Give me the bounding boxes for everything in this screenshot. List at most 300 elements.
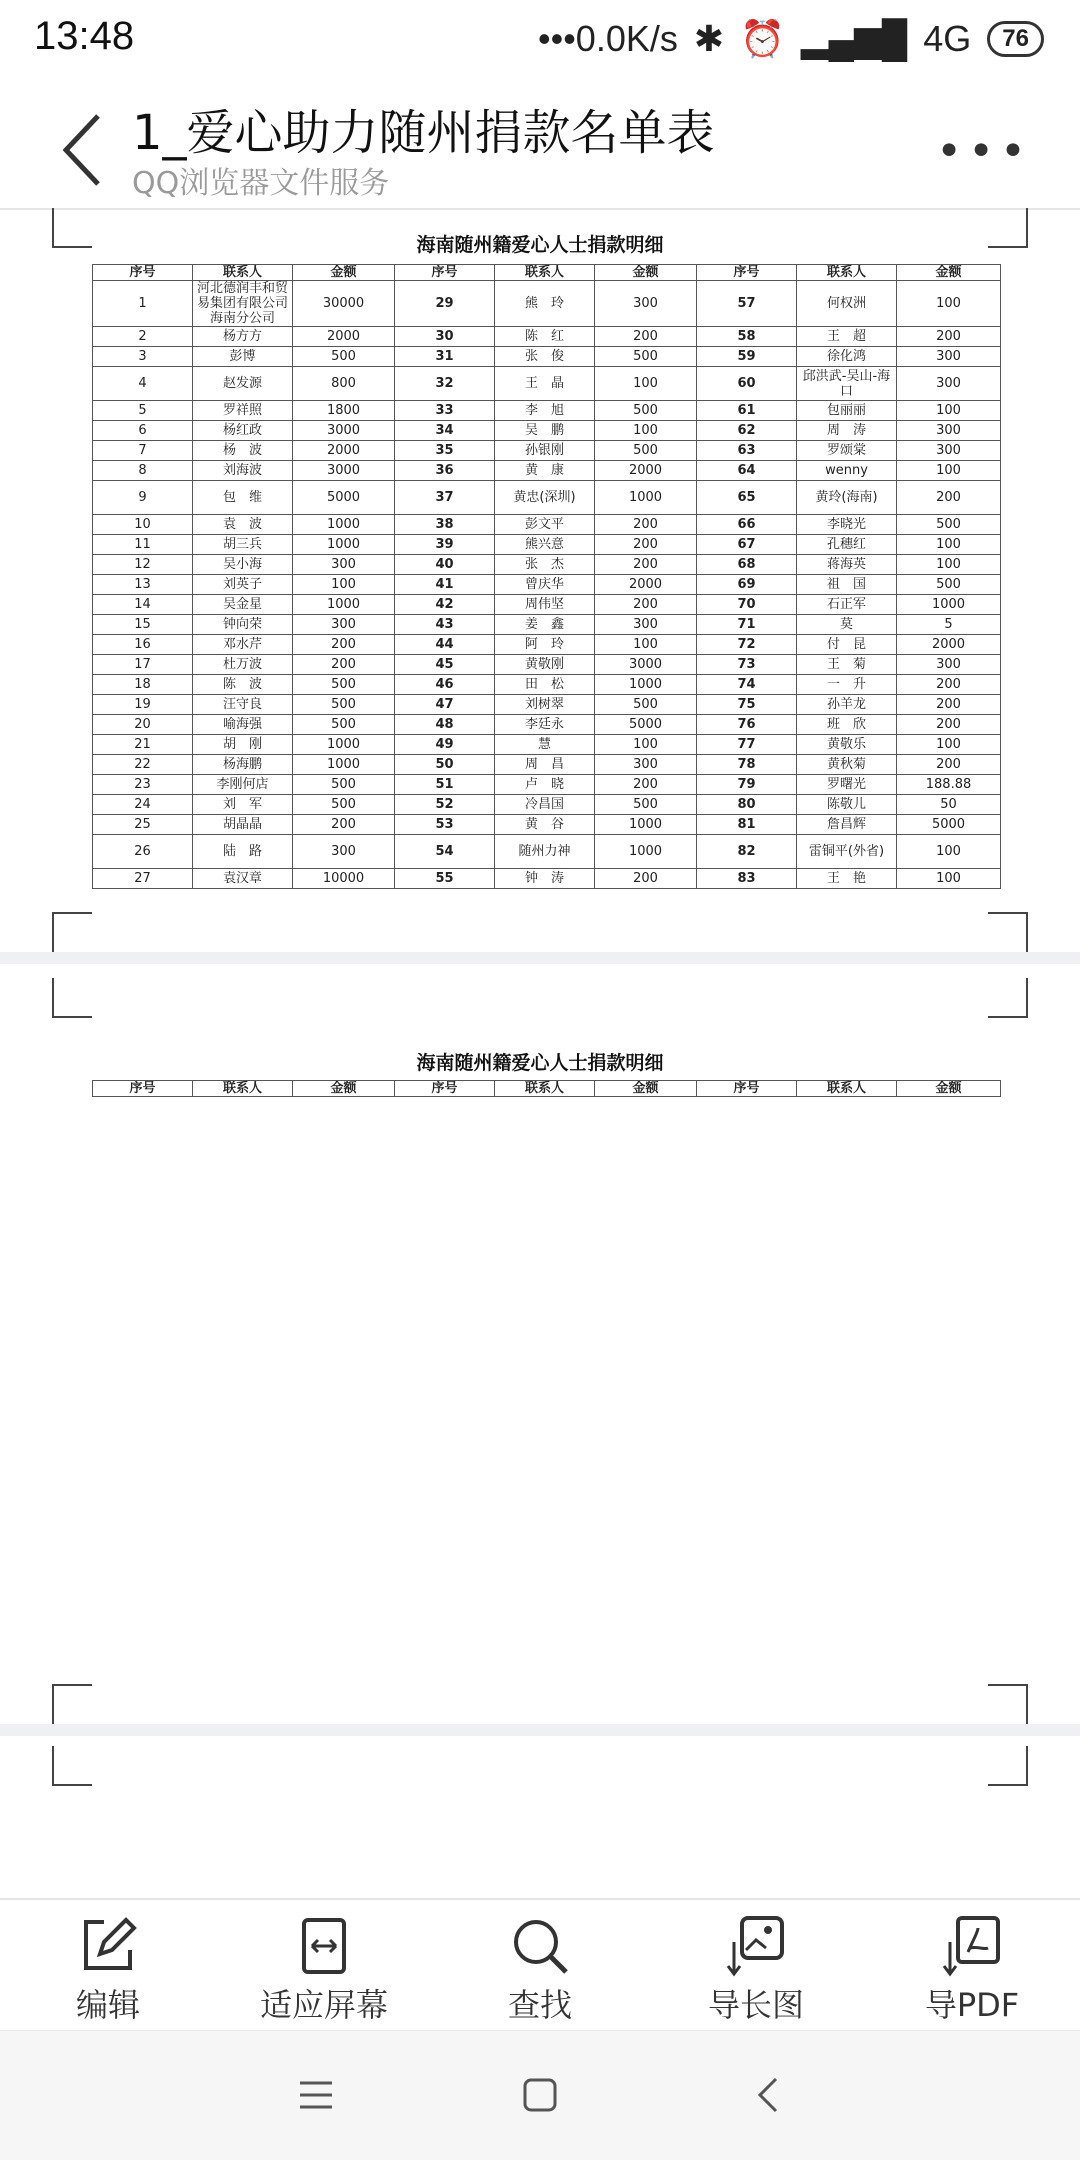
table-cell: 79 (697, 775, 797, 795)
table-cell: 200 (293, 635, 395, 655)
table-cell: 300 (897, 421, 1001, 441)
table-cell: 58 (697, 327, 797, 347)
export-long-image-button[interactable] (648, 1900, 864, 2030)
column-header: 序号 (93, 1081, 193, 1097)
table-row (93, 675, 1001, 695)
menu-icon[interactable] (298, 2079, 334, 2111)
table-cell: 100 (897, 869, 1001, 889)
table-cell: 100 (897, 835, 1001, 869)
table-cell: 1 (93, 281, 193, 327)
table-cell: 孙银刚 (495, 441, 595, 461)
table-cell: 23 (93, 775, 193, 795)
table-cell: 52 (395, 795, 495, 815)
table-row (93, 441, 1001, 461)
table-cell: 周 昌 (495, 755, 595, 775)
table-cell: 1000 (897, 595, 1001, 615)
table-cell: 赵发源 (193, 367, 293, 401)
table-cell: 33 (395, 401, 495, 421)
table-cell: 74 (697, 675, 797, 695)
find-button[interactable] (432, 1900, 648, 2030)
table-cell: 阿 玲 (495, 635, 595, 655)
export-long-image-label: 导长图 (707, 1986, 804, 2024)
table-cell: 83 (697, 869, 797, 889)
table-cell: 付 昆 (797, 635, 897, 655)
column-header: 序号 (395, 1081, 495, 1097)
table-cell: 陈 红 (495, 327, 595, 347)
table-cell: 5000 (897, 815, 1001, 835)
donation-table-1 (92, 264, 1001, 889)
doc-page-1 (0, 210, 1080, 952)
page-subtitle: QQ浏览器文件服务 (132, 166, 390, 201)
table-cell: 200 (897, 481, 1001, 515)
table-cell: 100 (897, 735, 1001, 755)
table-cell: 9 (93, 481, 193, 515)
table-cell: 熊兴意 (495, 535, 595, 555)
table-cell: 包 维 (193, 481, 293, 515)
table-cell: 罗曙光 (797, 775, 897, 795)
more-menu-icon[interactable]: ••• (936, 126, 1032, 177)
table-cell: 42 (395, 595, 495, 615)
table-cell: 200 (595, 327, 697, 347)
table-cell: 李晓光 (797, 515, 897, 535)
table-cell: 500 (293, 347, 395, 367)
table-cell: 1000 (293, 535, 395, 555)
table-cell: 田 松 (495, 675, 595, 695)
table-cell: 杜万波 (193, 655, 293, 675)
home-icon[interactable] (522, 2077, 558, 2113)
doc-page-2 (0, 964, 1080, 1724)
table-cell: 63 (697, 441, 797, 461)
column-header: 序号 (93, 265, 193, 281)
table-cell: 5 (897, 615, 1001, 635)
table-cell: 100 (595, 421, 697, 441)
find-label: 查找 (507, 1986, 572, 2024)
table-cell: 67 (697, 535, 797, 555)
table-row (93, 535, 1001, 555)
table-cell: 陆 路 (193, 835, 293, 869)
table-cell: 73 (697, 655, 797, 675)
table-cell: 54 (395, 835, 495, 869)
table-cell: 陈 波 (193, 675, 293, 695)
table-cell: 祖 国 (797, 575, 897, 595)
table-cell: 100 (897, 535, 1001, 555)
table-cell: 张 杰 (495, 555, 595, 575)
table-cell: 3000 (595, 655, 697, 675)
column-header: 联系人 (193, 265, 293, 281)
alarm-icon: ⏰ (740, 18, 785, 59)
table-cell: 800 (293, 367, 395, 401)
table-cell: 200 (897, 695, 1001, 715)
table-cell: 35 (395, 441, 495, 461)
column-header: 序号 (395, 265, 495, 281)
table-cell: 36 (395, 461, 495, 481)
table-cell: 孙羊龙 (797, 695, 897, 715)
table-row (93, 615, 1001, 635)
table-cell: 68 (697, 555, 797, 575)
table-cell: 8 (93, 461, 193, 481)
table-cell: 300 (595, 755, 697, 775)
table-cell: 24 (93, 795, 193, 815)
table-cell: 19 (93, 695, 193, 715)
long-image-icon (724, 1914, 788, 1978)
table-cell: 200 (595, 515, 697, 535)
table-cell: 1000 (595, 481, 697, 515)
column-header: 联系人 (797, 1081, 897, 1097)
table-row (93, 555, 1001, 575)
table-cell: 64 (697, 461, 797, 481)
table-cell: 王 艳 (797, 869, 897, 889)
table-cell: 300 (897, 367, 1001, 401)
table-cell: 李 旭 (495, 401, 595, 421)
table-cell: 1000 (293, 735, 395, 755)
table-cell: 27 (93, 869, 193, 889)
table-row (93, 695, 1001, 715)
table-cell: 39 (395, 535, 495, 555)
table-cell: 61 (697, 401, 797, 421)
table-cell: 200 (293, 655, 395, 675)
edit-button[interactable] (0, 1900, 216, 2030)
table-cell: 500 (293, 775, 395, 795)
fit-screen-button[interactable] (216, 1900, 432, 2030)
table-cell: 1000 (293, 515, 395, 535)
column-header: 金额 (293, 265, 395, 281)
back-icon[interactable] (756, 2077, 780, 2113)
table-cell: 河北德润丰和贸易集团有限公司海南分公司 (193, 281, 293, 327)
table-cell: 2000 (293, 441, 395, 461)
table-cell: 蒋海英 (797, 555, 897, 575)
table-cell: 48 (395, 715, 495, 735)
table-cell: 53 (395, 815, 495, 835)
table-row (93, 347, 1001, 367)
table-cell: 詹昌辉 (797, 815, 897, 835)
table-row (93, 815, 1001, 835)
table-cell: 刘英子 (193, 575, 293, 595)
table-cell: 1800 (293, 401, 395, 421)
table-cell: 69 (697, 575, 797, 595)
table-row (93, 367, 1001, 401)
table-cell: 5000 (293, 481, 395, 515)
table-cell: 2000 (595, 461, 697, 481)
table-cell: 3 (93, 347, 193, 367)
table-cell: 杨 波 (193, 441, 293, 461)
table-cell: 65 (697, 481, 797, 515)
table-cell: 30 (395, 327, 495, 347)
table-cell: 43 (395, 615, 495, 635)
app-header (0, 80, 1080, 210)
table-cell: 2000 (595, 575, 697, 595)
table-cell: 45 (395, 655, 495, 675)
table-cell: 32 (395, 367, 495, 401)
table-cell: 300 (595, 615, 697, 635)
system-nav-bar (0, 2030, 1080, 2160)
table-cell: 3000 (293, 421, 395, 441)
table-cell: 44 (395, 635, 495, 655)
table-cell: 刘 军 (193, 795, 293, 815)
table-cell: 胡三兵 (193, 535, 293, 555)
table-cell: 石正军 (797, 595, 897, 615)
table-cell: 18 (93, 675, 193, 695)
table-cell: 500 (897, 515, 1001, 535)
fit-screen-label: 适应屏幕 (259, 1986, 388, 2024)
table-cell: 邱洪武-吴山-海口 (797, 367, 897, 401)
network-speed: •••0.0K/s (538, 18, 678, 59)
table-cell: 100 (897, 555, 1001, 575)
table-row (93, 281, 1001, 327)
table-cell: 100 (897, 281, 1001, 327)
table-cell: 喻海强 (193, 715, 293, 735)
table-cell: 吴 鹏 (495, 421, 595, 441)
table-cell: 60 (697, 367, 797, 401)
table-cell: 200 (595, 595, 697, 615)
table-cell: 62 (697, 421, 797, 441)
table-cell: 吴小海 (193, 555, 293, 575)
table-cell: 吴金星 (193, 595, 293, 615)
column-header: 金额 (595, 265, 697, 281)
table-row (93, 515, 1001, 535)
table-cell: 3000 (293, 461, 395, 481)
table-cell: 莫 (797, 615, 897, 635)
table-cell: 40 (395, 555, 495, 575)
fit-screen-icon (292, 1914, 356, 1978)
table-cell: 刘海波 (193, 461, 293, 481)
table-cell: 邓水芹 (193, 635, 293, 655)
status-bar (0, 0, 1080, 80)
table-cell: 100 (595, 367, 697, 401)
table-row (93, 327, 1001, 347)
table-cell: 刘树翠 (495, 695, 595, 715)
battery-icon: 76 (987, 21, 1044, 57)
table-cell: 500 (595, 695, 697, 715)
page-title: 1_爱心助力随州捐款名单表 (132, 105, 715, 161)
table-cell: 1000 (595, 815, 697, 835)
table-cell: 188.88 (897, 775, 1001, 795)
table-cell: 34 (395, 421, 495, 441)
table-cell: 2000 (897, 635, 1001, 655)
column-header: 金额 (293, 1081, 395, 1097)
table-cell: 1000 (595, 675, 697, 695)
table-cell: 200 (897, 327, 1001, 347)
table-cell: 30000 (293, 281, 395, 327)
bluetooth-icon: ✱ (693, 18, 725, 59)
table-cell: 21 (93, 735, 193, 755)
table-row (93, 735, 1001, 755)
table-cell: 曾庆华 (495, 575, 595, 595)
table-cell: 徐化鸿 (797, 347, 897, 367)
table-cell: 王 菊 (797, 655, 897, 675)
table-cell: 500 (595, 441, 697, 461)
export-pdf-label: 导PDF (924, 1986, 1020, 2024)
table-cell: 22 (93, 755, 193, 775)
table-cell: 雷铜平(外省) (797, 835, 897, 869)
table-cell: 周伟坚 (495, 595, 595, 615)
table-cell: 100 (595, 735, 697, 755)
table-cell: 200 (595, 775, 697, 795)
table-cell: 300 (897, 655, 1001, 675)
table-cell: 46 (395, 675, 495, 695)
table-row (93, 775, 1001, 795)
table-cell: 黄敬乐 (797, 735, 897, 755)
table-cell: 300 (897, 441, 1001, 461)
column-header: 联系人 (495, 265, 595, 281)
table-cell: 袁汉章 (193, 869, 293, 889)
column-header: 联系人 (797, 265, 897, 281)
status-time: 13:48 (34, 14, 135, 58)
table-cell: 王 超 (797, 327, 897, 347)
table-cell: 80 (697, 795, 797, 815)
donation-table-2 (92, 1080, 1001, 1097)
export-pdf-button[interactable] (864, 1900, 1080, 2030)
table-cell: 钟 涛 (495, 869, 595, 889)
table-cell: 37 (395, 481, 495, 515)
bottom-toolbar (0, 1898, 1080, 2030)
table-cell: 孔穗红 (797, 535, 897, 555)
table-cell: 黄 谷 (495, 815, 595, 835)
table-cell: 300 (293, 835, 395, 869)
signal-icon: ▂▄▆█ (800, 18, 908, 59)
table-cell: 50 (897, 795, 1001, 815)
table-row (93, 869, 1001, 889)
table-cell: 杨海鹏 (193, 755, 293, 775)
table-cell: 包丽丽 (797, 401, 897, 421)
table-cell: 100 (293, 575, 395, 595)
table-cell: 7 (93, 441, 193, 461)
table-cell: 76 (697, 715, 797, 735)
table-row (93, 401, 1001, 421)
table-cell: 随州力神 (495, 835, 595, 869)
table-cell: 王 晶 (495, 367, 595, 401)
table-cell: 500 (595, 347, 697, 367)
table-cell: 彭文平 (495, 515, 595, 535)
table-cell: 51 (395, 775, 495, 795)
edit-icon (76, 1914, 140, 1978)
table-cell: 71 (697, 615, 797, 635)
table-cell: 13 (93, 575, 193, 595)
table-cell: 10 (93, 515, 193, 535)
table-cell: 5000 (595, 715, 697, 735)
table-row (93, 461, 1001, 481)
table-row (93, 575, 1001, 595)
table-cell: 11 (93, 535, 193, 555)
table-cell: 16 (93, 635, 193, 655)
table-cell: 500 (897, 575, 1001, 595)
column-header: 金额 (897, 1081, 1001, 1097)
table-cell: 17 (93, 655, 193, 675)
back-arrow-icon[interactable] (58, 110, 106, 190)
table-cell: 1000 (293, 755, 395, 775)
table-cell: 200 (595, 555, 697, 575)
table-cell: wenny (797, 461, 897, 481)
search-icon (508, 1914, 572, 1978)
table-cell: 75 (697, 695, 797, 715)
table-cell: 慧 (495, 735, 595, 755)
table-cell: 500 (293, 715, 395, 735)
table-cell: 49 (395, 735, 495, 755)
column-header: 联系人 (193, 1081, 293, 1097)
table-cell: 31 (395, 347, 495, 367)
table-cell: 200 (293, 815, 395, 835)
table-cell: 70 (697, 595, 797, 615)
doc-title-2: 海南随州籍爱心人士捐款明细 (416, 1052, 664, 1074)
table-cell: 200 (897, 675, 1001, 695)
column-header: 金额 (595, 1081, 697, 1097)
table-cell: 张 俊 (495, 347, 595, 367)
table-cell: 78 (697, 755, 797, 775)
table-cell: 李廷永 (495, 715, 595, 735)
table-cell: 500 (595, 401, 697, 421)
table-cell: 胡晶晶 (193, 815, 293, 835)
table-cell: 20 (93, 715, 193, 735)
table-cell: 冷昌国 (495, 795, 595, 815)
table-cell: 1000 (293, 595, 395, 615)
table-cell: 钟向荣 (193, 615, 293, 635)
table-cell: 黄 康 (495, 461, 595, 481)
table-row (93, 481, 1001, 515)
table-cell: 杨方方 (193, 327, 293, 347)
table-row (93, 421, 1001, 441)
table-cell: 300 (293, 555, 395, 575)
table-row (93, 635, 1001, 655)
table-row (93, 655, 1001, 675)
table-row (93, 595, 1001, 615)
table-cell: 2 (93, 327, 193, 347)
doc-page-3 (0, 1736, 1080, 1896)
table-cell: 47 (395, 695, 495, 715)
table-cell: 15 (93, 615, 193, 635)
table-cell: 黄秋菊 (797, 755, 897, 775)
table-cell: 4 (93, 367, 193, 401)
table-cell: 77 (697, 735, 797, 755)
table-cell: 黄忠(深圳) (495, 481, 595, 515)
table-cell: 38 (395, 515, 495, 535)
table-cell: 300 (595, 281, 697, 327)
table-cell: 汪守良 (193, 695, 293, 715)
table-cell: 59 (697, 347, 797, 367)
table-cell: 12 (93, 555, 193, 575)
table-cell: 陈敬儿 (797, 795, 897, 815)
status-icons (538, 18, 1044, 60)
table-cell: 熊 玲 (495, 281, 595, 327)
table-cell: 5 (93, 401, 193, 421)
column-header: 联系人 (495, 1081, 595, 1097)
table-cell: 2000 (293, 327, 395, 347)
column-header: 序号 (697, 1081, 797, 1097)
table-row (93, 835, 1001, 869)
table-cell: 200 (595, 535, 697, 555)
table-row (93, 755, 1001, 775)
table-cell: 袁 波 (193, 515, 293, 535)
table-cell: 6 (93, 421, 193, 441)
table-cell: 55 (395, 869, 495, 889)
table-cell: 卢 晓 (495, 775, 595, 795)
table-cell: 李刚何店 (193, 775, 293, 795)
table-cell: 100 (897, 461, 1001, 481)
table-cell: 500 (595, 795, 697, 815)
table-cell: 100 (595, 635, 697, 655)
table-cell: 姜 鑫 (495, 615, 595, 635)
table-cell: 57 (697, 281, 797, 327)
table-cell: 罗祥照 (193, 401, 293, 421)
table-cell: 500 (293, 795, 395, 815)
pdf-icon (940, 1914, 1004, 1978)
table-cell: 300 (897, 347, 1001, 367)
table-cell: 彭博 (193, 347, 293, 367)
table-cell: 14 (93, 595, 193, 615)
column-header: 金额 (897, 265, 1001, 281)
table-row (93, 795, 1001, 815)
table-cell: 胡 刚 (193, 735, 293, 755)
table-cell: 100 (897, 401, 1001, 421)
table-cell: 25 (93, 815, 193, 835)
